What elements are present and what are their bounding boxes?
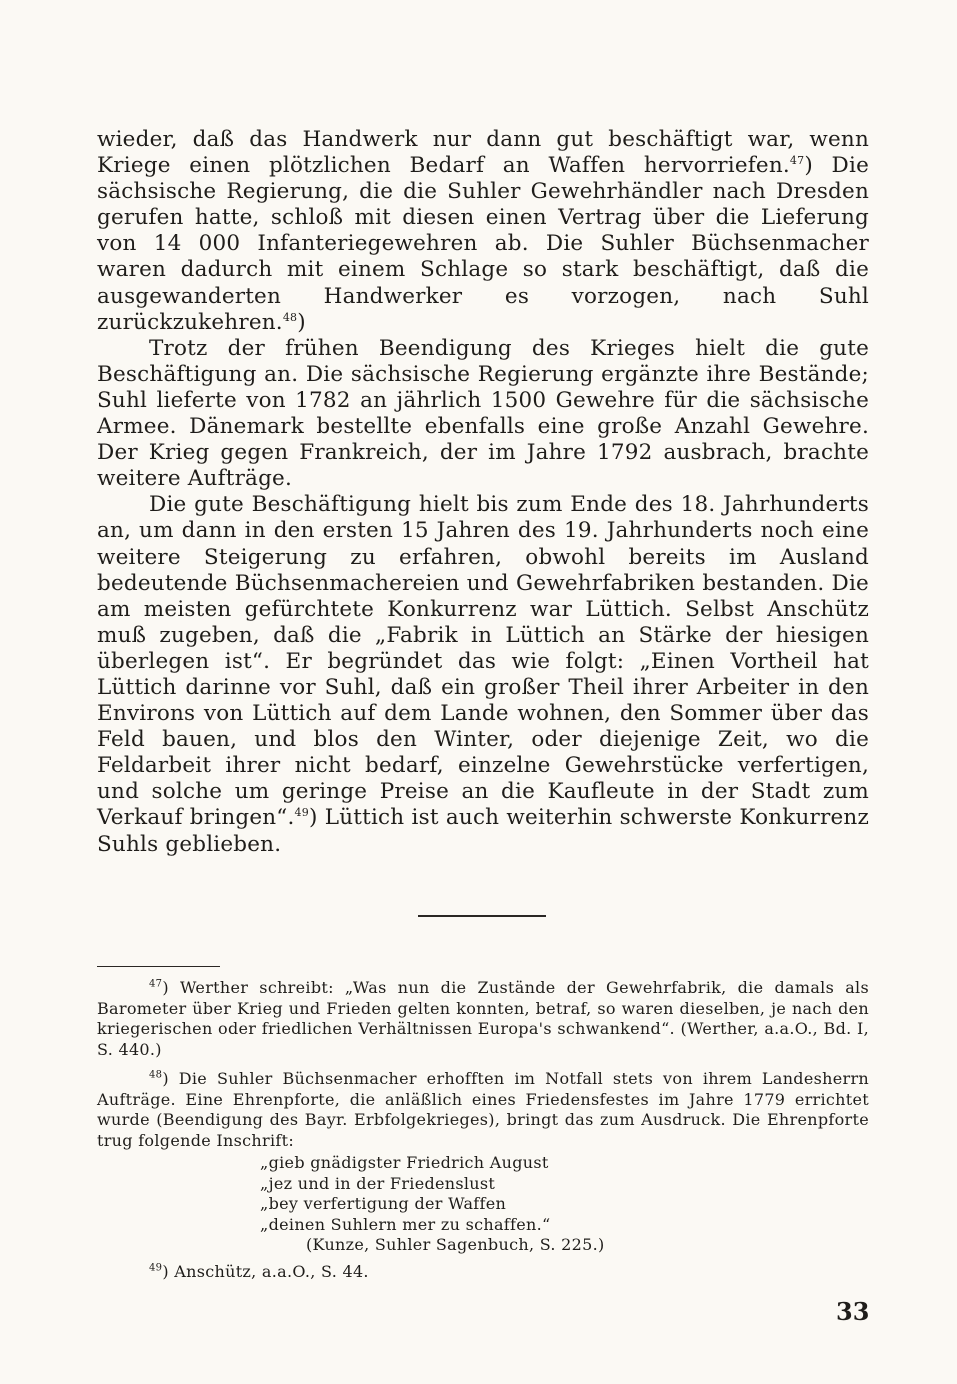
footnote-48-text: ) Die Suhler Büchsenmacher erhofften im Notfall stets von ihrem Landesherrn Aufträge. Eine Ehrenpforte, die anläßlich eines Friedensfestes im Jahre 1779 errichtet wurde (Beendigung des Bayr. Erbfolgekrieges), bringt das zum Ausdruck. Die Ehrenpforte trug folgende Inschrift:: [97, 1069, 869, 1150]
main-text: [97, 127, 869, 858]
paragraph-2: Trotz der frühen Beendigung des Krieges hielt die gute Beschäftigung an. Die sächsische Regierung ergänzte ihre Bestände; Suhl lieferte von 1782 an jährlich 1500 Gewehre für die sächsische Armee. Dänemark bestellte ebenfalls eine große Anzahl Gewehre. Der Krieg gegen Frankreich, der im Jahre 1792 ausbrach, brachte weitere Aufträge.: [97, 335, 869, 492]
footnote-ref-49: 49: [294, 806, 309, 820]
footnote-ref-48: 48: [282, 310, 298, 324]
footnote-48-mark: 48: [149, 1069, 163, 1081]
poem-line: „gieb gnädigster Friedrich August: [260, 1153, 549, 1172]
inscription-poem: [260, 1153, 869, 1256]
paragraph-1-text-continued: ) Die sächsische Regierung, die die Suhler Gewehrhändler nach Dresden gerufen hatte, schloß mit diesen einen Vertrag über die Lieferung von 14 000 Infanteriegewehren ab. Die Suhler Büchsenmacher waren dadurch mit einem Schlage so stark beschäftigt, daß die ausgewanderten Handwerker es vorzogen, nach Suhl zurückzukehren.: [97, 153, 869, 335]
footnote-divider: [97, 966, 220, 967]
footnote-47-mark: 47: [149, 978, 163, 990]
poem-line: „bey verfertigung der Waffen: [260, 1194, 507, 1213]
poem-line: „jez und in der Friedenslust: [260, 1173, 496, 1193]
section-divider: [418, 915, 546, 917]
paragraph-3-text: Die gute Beschäftigung hielt bis zum Ende des 18. Jahrhunderts an, um dann in den ersten 15 Jahren des 19. Jahrhunderts noch eine weitere Steigerung zu erfahren, obwohl bereits im Ausland bedeutende Büchsenmachereien und Gewehrfabriken bestanden. Die am meisten gefürchtete Konkurrenz war Lüttich. Selbst Anschütz muß zugeben, daß die „Fabrik in Lüttich an Stärke der hiesigen überlegen ist“. Er begründet das wie folgt: „Einen Vortheil hat Lüttich darinne vor Suhl, daß ein großer Theil ihrer Arbeiter in den Environs von Lüttich auf dem Lande wohnen, den Sommer über das Feld bauen, und blos den Winter, oder diejenige Zeit, wo die Feldarbeit ihrer nicht bedarf, einzelne Gewehrstücke verfertigen, und solche um geringe Preise an die Kaufleute in der Stadt zum Verkauf bringen“.: [97, 492, 869, 831]
footnotes: [97, 978, 869, 1291]
poem-source: (Kunze, Suhler Sagenbuch, S. 225.): [306, 1235, 605, 1254]
paragraph-1-text-end: ): [297, 309, 306, 335]
paragraph-3: [97, 492, 869, 857]
footnote-49-text: ) Anschütz, a.a.O., S. 44.: [162, 1261, 369, 1281]
page-number: 33: [836, 1297, 870, 1326]
paragraph-3-text-continued: ) Lüttich ist auch weiterhin schwerste Konkurrenz Suhls geblieben.: [97, 805, 869, 857]
paragraph-1-text: wieder, daß das Handwerk nur dann gut beschäftigt war, wenn Kriege einen plötzlichen Bedarf an Waffen hervorriefen.: [97, 127, 869, 179]
footnote-ref-47: 47: [789, 153, 805, 167]
footnote-47-text: ) Werther schreibt: „Was nun die Zustände der Gewehrfabrik, die damals als Barometer über Krieg und Frieden gelten konnten, betraf, so waren dieselben, je nach den kriegerischen oder friedlichen Verhältnissen Europa's schwankend“. (Werther, a.a.O., Bd. I, S. 440.): [97, 978, 869, 1059]
footnote-49: [97, 1262, 869, 1283]
footnote-49-mark: 49: [149, 1262, 163, 1274]
footnote-48: [97, 1069, 869, 1151]
paragraph-1: [97, 127, 869, 336]
poem-line: „deinen Suhlern mer zu schaffen.“: [260, 1214, 551, 1234]
footnote-47: [97, 978, 869, 1060]
